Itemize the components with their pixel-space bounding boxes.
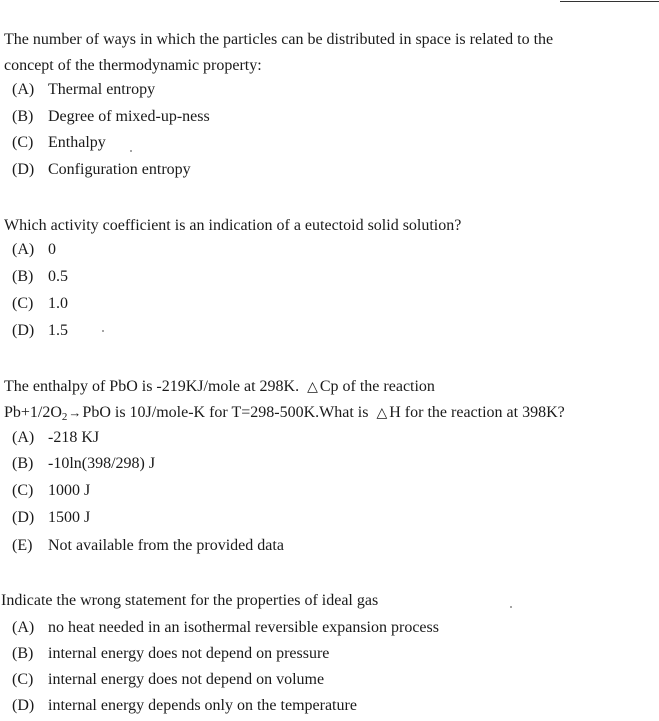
scan-speck <box>130 150 132 152</box>
option-label: (B) <box>12 268 34 285</box>
question-3-option-a <box>12 429 99 447</box>
question-4-option-b <box>12 645 329 663</box>
reaction-arrow: → <box>68 405 82 420</box>
option-label: (C) <box>12 482 34 499</box>
question-2-option-c <box>12 295 68 313</box>
question-1-option-a <box>12 81 155 99</box>
option-label: (B) <box>12 108 34 125</box>
option-label: (E) <box>12 537 33 554</box>
stem-text: The enthalpy of PbO is -219KJ/mole at 298K. <box>4 378 300 395</box>
question-2-option-b <box>12 268 68 286</box>
option-label: (B) <box>12 645 34 662</box>
option-text: 0.5 <box>48 268 68 285</box>
option-text: -10ln(398/298) J <box>48 455 156 472</box>
scan-speck <box>102 330 104 332</box>
stem-text: Pb+1/2O <box>4 404 62 421</box>
question-1-option-b <box>12 108 210 126</box>
option-label: (A) <box>12 429 35 446</box>
question-2-stem: Which activity coefficient is an indication of a eutectoid solid solution? <box>4 217 462 234</box>
option-label: (D) <box>12 161 35 178</box>
subscript: 2 <box>61 411 68 423</box>
option-text: -218 KJ <box>48 429 100 446</box>
question-3-stem-line-1 <box>4 378 435 396</box>
option-text: 1500 J <box>48 509 91 526</box>
question-4-option-a <box>12 619 439 637</box>
question-2-option-d <box>12 322 68 340</box>
question-1-stem-line-2: concept of the thermodynamic property: <box>4 57 262 74</box>
question-4-option-c <box>12 671 324 689</box>
option-text: Enthalpy <box>48 134 106 151</box>
option-text: Degree of mixed-up-ness <box>48 108 210 125</box>
question-3-option-b <box>12 455 155 473</box>
option-label: (A) <box>12 619 35 636</box>
stem-text: PbO is 10J/mole-K for T=298-500K.What is <box>82 404 369 421</box>
question-3-option-c <box>12 482 90 500</box>
option-text: internal energy depends only on the temperature <box>48 697 357 714</box>
option-text: 0 <box>48 241 56 258</box>
option-label: (D) <box>12 322 35 339</box>
option-text: internal energy does not depend on volume <box>48 671 325 688</box>
option-label: (D) <box>12 697 35 714</box>
option-text: Not available from the provided data <box>48 537 284 554</box>
question-4-stem: Indicate the wrong statement for the properties of ideal gas <box>1 592 379 609</box>
option-label: (B) <box>12 455 34 472</box>
option-label: (A) <box>12 81 35 98</box>
option-label: (C) <box>12 295 34 312</box>
scan-speck <box>510 606 512 608</box>
question-2-option-a <box>12 241 56 259</box>
option-text: internal energy does not depend on pressure <box>48 645 330 662</box>
question-1-stem-line-1: The number of ways in which the particles can be distributed in space is related to the <box>4 31 554 48</box>
question-3-stem-line-2 <box>4 404 565 423</box>
question-3-option-d <box>12 509 90 527</box>
question-4-option-d <box>12 697 357 715</box>
option-label: (A) <box>12 241 35 258</box>
question-1-option-d <box>12 161 191 179</box>
option-label: (C) <box>12 671 34 688</box>
delta-symbol: △ <box>307 379 318 395</box>
top-rule <box>560 1 659 2</box>
option-label: (D) <box>12 509 35 526</box>
option-text: 1000 J <box>48 482 91 499</box>
delta-symbol: △ <box>376 405 388 421</box>
option-text: 1.0 <box>48 295 68 312</box>
stem-text: H for the reaction at 398K? <box>389 404 565 421</box>
option-text: 1.5 <box>48 322 68 339</box>
option-text: Thermal entropy <box>48 81 156 98</box>
question-3-option-e <box>12 537 284 555</box>
question-1-option-c <box>12 134 106 152</box>
stem-text: Cp of the reaction <box>319 378 435 395</box>
option-text: no heat needed in an isothermal reversible expansion process <box>48 619 439 636</box>
option-label: (C) <box>12 134 34 151</box>
option-text: Configuration entropy <box>48 161 191 178</box>
